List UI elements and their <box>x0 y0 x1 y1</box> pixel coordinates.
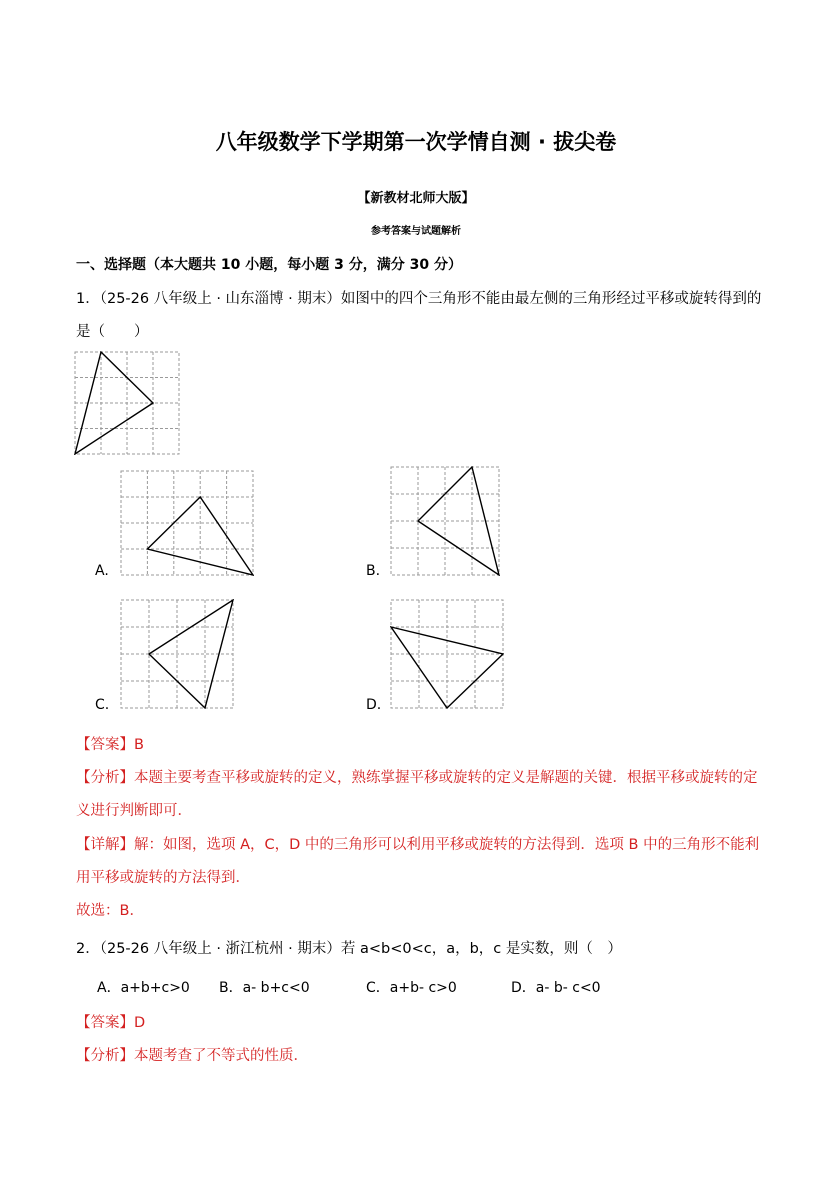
q1-stem-line1: 1．（25-26 八年级上 · 山东淄博 · 期末）如图中的四个三角形不能由最左侧的三角形经过平移或旋转得到的 <box>76 291 762 307</box>
q2-analysis: 【分析】本题考查了不等式的性质． <box>76 1048 308 1064</box>
q1-conclusion: 故选：B． <box>76 903 144 919</box>
q2-option-c: C．a+b- c>0 <box>366 980 457 996</box>
section-heading: 一、选择题（本大题共 10 小题，每小题 3 分，满分 30 分） <box>76 257 462 273</box>
option-b-figure <box>390 466 500 576</box>
option-d-figure <box>390 599 504 709</box>
q2-option-d: D．a- b- c<0 <box>511 980 601 996</box>
option-a-figure <box>120 470 254 576</box>
option-c-label: C. <box>95 697 110 713</box>
option-c-figure <box>120 599 234 709</box>
q1-stem-line2: 是（ ） <box>76 324 149 340</box>
option-d-label: D. <box>366 697 382 713</box>
option-b-label: B. <box>366 563 381 579</box>
q2-option-b: B．a- b+c<0 <box>219 980 310 996</box>
q2-answer: 【答案】D <box>76 1015 146 1031</box>
q2-stem: 2．（25-26 八年级上 · 浙江杭州 · 期末）若 a<b<0<c，a，b，c 是实数，则（ ） <box>76 941 622 957</box>
q1-reference-figure <box>74 351 180 455</box>
q2-option-a: A．a+b+c>0 <box>97 980 190 996</box>
subtitle: 参考答案与试题解析 <box>371 226 461 237</box>
q1-analysis-line2: 义进行判断即可． <box>76 803 192 819</box>
q1-detail-line2: 用平移或旋转的方法得到． <box>76 870 250 886</box>
q1-analysis-line1: 【分析】本题主要考查平移或旋转的定义，熟练掌握平移或旋转的定义是解题的关键．根据平移或旋转的定 <box>76 770 758 786</box>
q1-detail-line1: 【详解】解：如图，选项 A，C，D 中的三角形可以利用平移或旋转的方法得到．选项 B 中的三角形不能利 <box>76 837 760 853</box>
q1-answer: 【答案】B <box>76 737 144 753</box>
option-a-label: A. <box>95 563 109 579</box>
edition-label: 【新教材北师大版】 <box>357 191 475 206</box>
page-title: 八年级数学下学期第一次学情自测 · 拔尖卷 <box>215 130 617 154</box>
